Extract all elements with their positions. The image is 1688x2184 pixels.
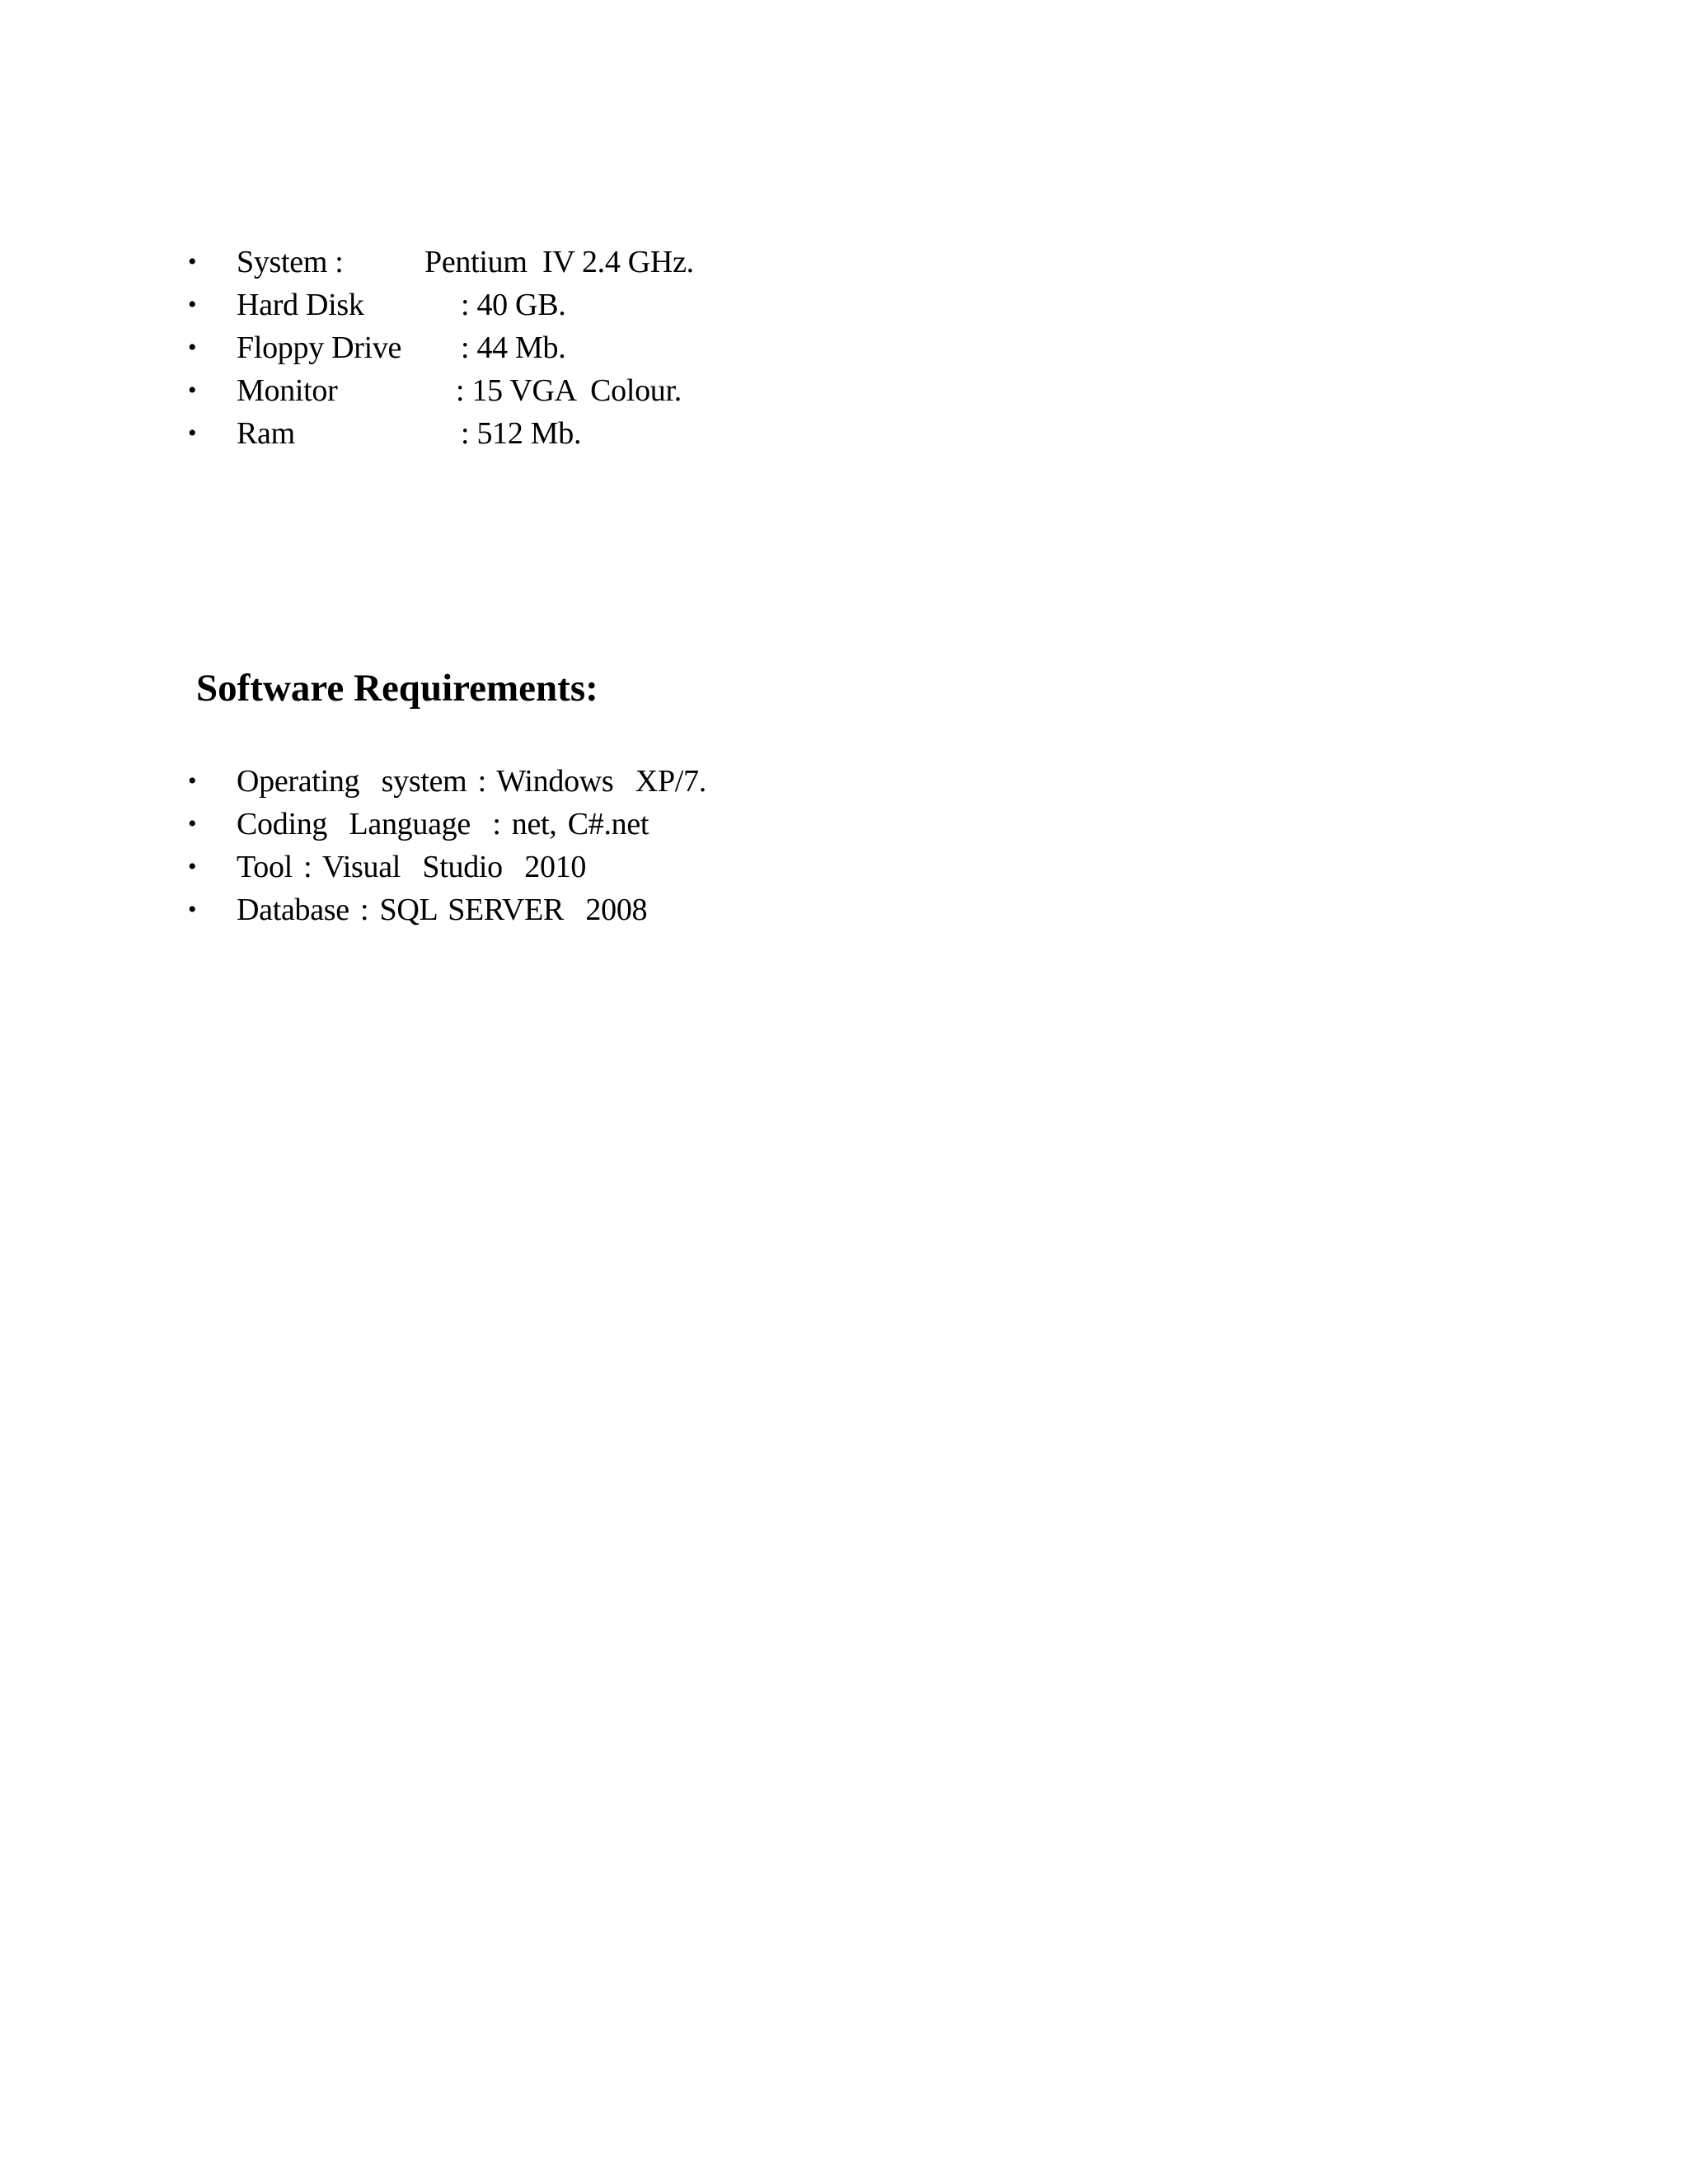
list-item	[0, 326, 566, 369]
item-text: Coding Language : net, C#.net	[237, 807, 649, 841]
item-value: : 40 GB.	[461, 288, 566, 322]
list-item	[0, 284, 566, 326]
bullet-icon: •	[188, 291, 197, 318]
software-requirements-list	[0, 760, 706, 931]
item-label: Monitor	[237, 373, 338, 408]
bullet-icon: •	[188, 377, 197, 404]
item-text: Database : SQL SERVER 2008	[237, 893, 648, 927]
item-text: Tool : Visual Studio 2010	[237, 850, 587, 884]
list-item	[0, 760, 706, 803]
item-value: : 44 Mb.	[461, 330, 566, 365]
list-item	[0, 241, 694, 284]
bullet-icon: •	[188, 334, 197, 361]
item-label: Floppy Drive	[237, 330, 402, 365]
bullet-icon: •	[188, 248, 197, 275]
list-item	[0, 412, 582, 455]
item-value: Pentium IV 2.4 GHz.	[424, 245, 694, 279]
item-label: System :	[237, 245, 344, 279]
bullet-icon: •	[188, 767, 197, 794]
hardware-requirements-list	[0, 241, 694, 455]
list-item	[0, 888, 648, 931]
item-value: : 512 Mb.	[461, 416, 582, 451]
bullet-icon: •	[188, 896, 197, 923]
software-requirements-heading: Software Requirements:	[196, 667, 598, 710]
bullet-icon: •	[188, 853, 197, 880]
list-item	[0, 803, 649, 846]
list-item	[0, 846, 587, 888]
item-label: Ram	[237, 416, 295, 451]
item-text: Operating system : Windows XP/7.	[237, 764, 706, 799]
list-item	[0, 369, 682, 412]
bullet-icon: •	[188, 419, 197, 447]
bullet-icon: •	[188, 810, 197, 837]
item-value: : 15 VGA Colour.	[456, 373, 682, 408]
item-label: Hard Disk	[237, 288, 364, 322]
